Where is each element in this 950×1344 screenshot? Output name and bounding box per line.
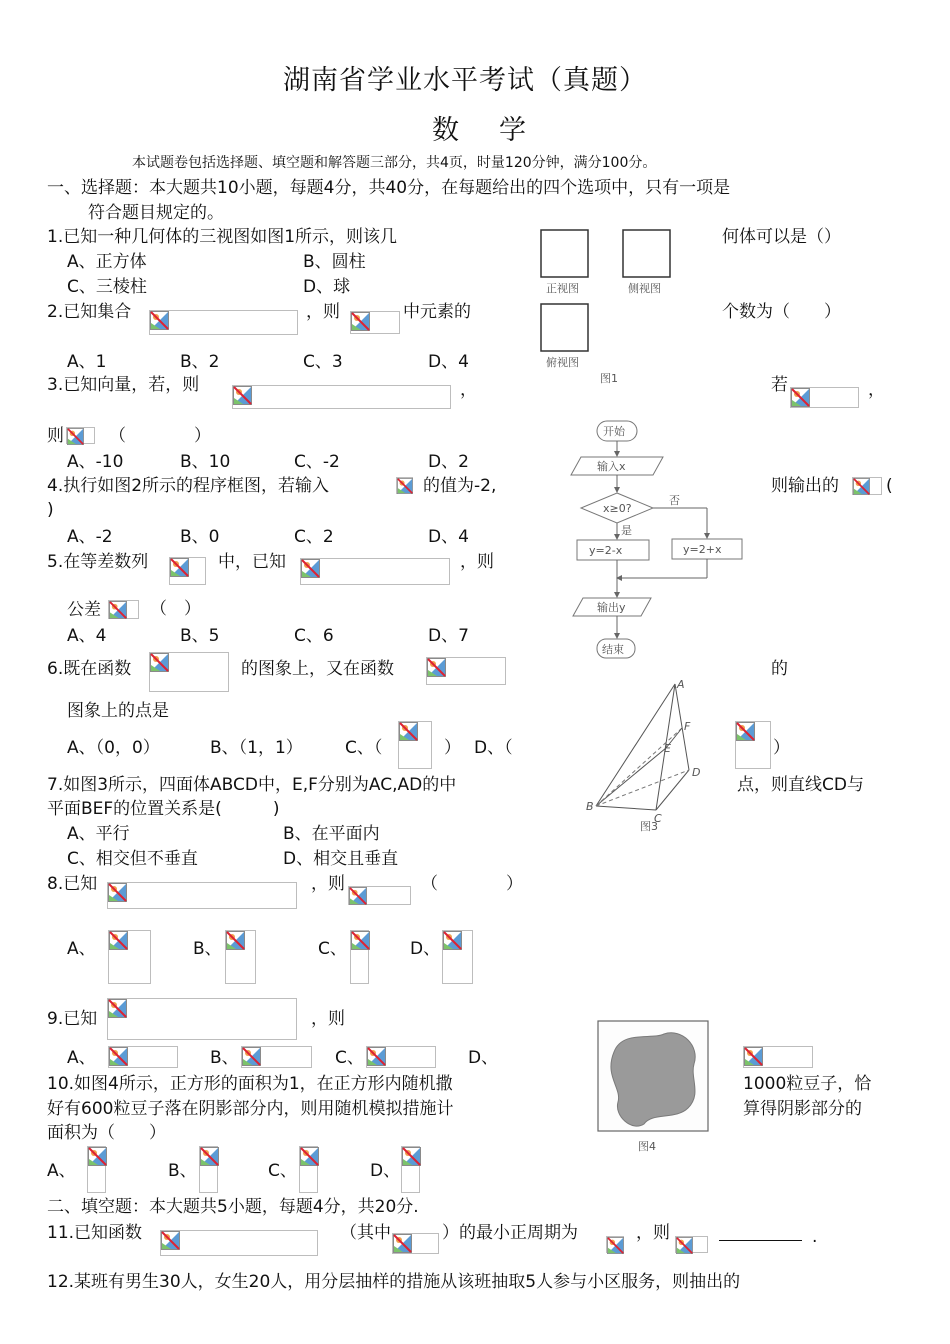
broken-image-icon [676, 1237, 693, 1254]
q1-stem: 1.已知一种几何体的三视图如图1所示，则该几 [47, 227, 398, 247]
formula-image [401, 1146, 420, 1193]
broken-image-icon [367, 1047, 386, 1066]
q9-option-d: D、 [468, 1048, 499, 1068]
q3-option-b: B、10 [180, 452, 231, 472]
q2-stem-a: 2.已知集合 [47, 302, 132, 322]
q11-stem-a: 11.已知函数 [47, 1223, 143, 1243]
q5-stem-c: ，则 [460, 552, 494, 572]
q8-stem-a: 8.已知 [47, 874, 98, 894]
q5-option-d: D、7 [428, 626, 469, 646]
q4-option-c: C、2 [294, 527, 334, 547]
formula-image [108, 600, 139, 619]
q7-stem-tail: 点，则直线CD与 [737, 775, 864, 795]
q10-stem: 10.如图4所示，正方形的面积为1，在正方形内随机撒 [47, 1074, 453, 1094]
q7-stem2: 平面BEF的位置关系是( ) [47, 799, 280, 819]
broken-image-icon [853, 478, 870, 495]
figure-1-three-views [530, 222, 690, 390]
figure-3-caption: 图3 [640, 820, 658, 833]
q12-stem: 12.某班有男生30人，女生20人，用分层抽样的措施从该班抽取5人参与小区服务，则抽出的 [47, 1272, 741, 1292]
q2-option-b: B、2 [180, 352, 220, 372]
q11-end: . [812, 1227, 818, 1247]
q5-stem-b: 中，已知 [218, 552, 286, 572]
broken-image-icon [300, 1147, 319, 1166]
q3-stem-b: ， [460, 380, 477, 400]
broken-image-icon [88, 1147, 107, 1166]
formula-image [299, 1146, 318, 1193]
broken-image-icon [427, 658, 446, 677]
broken-image-icon [170, 558, 189, 577]
section1-heading: 一、选择题：本大题共10小题，每题4分，共40分，在每题给出的四个选项中，只有一项是 [47, 178, 731, 198]
formula-image [107, 998, 297, 1040]
q7-option-d: D、相交且垂直 [283, 849, 399, 869]
broken-image-icon [226, 931, 245, 950]
q7-stem: 7.如图3所示，四面体ABCD中，E,F分别为AC,AD的中 [47, 775, 457, 795]
q8-option-d: D、 [410, 939, 441, 959]
formula-image [852, 477, 882, 495]
broken-image-icon [200, 1147, 219, 1166]
broken-image-icon [397, 478, 413, 494]
formula-image [743, 1046, 813, 1068]
q3-stem-a: 3.已知向量，若，则 [47, 375, 200, 395]
q11-stem-b: （其中 [340, 1223, 391, 1243]
q4-option-a: A、-2 [67, 527, 113, 547]
q5-paren: （ ） [150, 599, 201, 619]
broken-image-icon [399, 722, 418, 741]
flow-input: 输入x [597, 460, 626, 473]
q7-option-a: A、平行 [67, 824, 130, 844]
section1-heading-cont: 符合题目规定的。 [88, 203, 224, 223]
flow-no-expr: y=2+x [683, 543, 722, 556]
q3-stem-tail: 若 [771, 375, 788, 395]
q3-option-a: A、-10 [67, 452, 124, 472]
q5-stem-a: 5.在等差数列 [47, 552, 149, 572]
figure-2-flowchart [545, 412, 760, 670]
top-view-label: 俯视图 [546, 356, 579, 369]
broken-image-icon [351, 312, 370, 331]
formula-image [108, 1046, 178, 1068]
formula-image [232, 385, 451, 409]
broken-image-icon [607, 1237, 624, 1254]
broken-image-icon [349, 887, 367, 905]
broken-image-icon [301, 559, 320, 578]
flow-yes-label: 是 [621, 524, 632, 537]
q10-option-d: D、 [370, 1161, 401, 1181]
q3-stem2: 则 [47, 426, 64, 446]
figure-4-caption: 图4 [638, 1140, 656, 1153]
q5-option-c: C、6 [294, 626, 334, 646]
broken-image-icon [109, 601, 127, 619]
formula-image [66, 427, 95, 444]
q6-option-c-close: ） [444, 738, 461, 758]
q10-option-b: B、 [168, 1161, 197, 1181]
broken-image-icon [108, 999, 127, 1018]
q6-option-c-open: C、（ [345, 738, 383, 758]
flow-no-label: 否 [669, 494, 680, 507]
formula-image [392, 1233, 439, 1254]
q1-option-a: A、正方体 [67, 252, 147, 272]
broken-image-icon [150, 311, 169, 330]
q6-option-a: A、（0，0） [67, 738, 160, 758]
q7-option-b: B、在平面内 [283, 824, 380, 844]
formula-image [87, 1146, 106, 1193]
broken-image-icon [443, 931, 462, 950]
figure-4-square [592, 1016, 716, 1160]
q3-option-d: D、2 [428, 452, 469, 472]
formula-image [199, 1146, 218, 1193]
figure-1-caption: 图1 [600, 372, 618, 385]
formula-image [149, 310, 298, 335]
q6-option-d-close: ） [773, 738, 790, 758]
q3-stem-tail2: ， [868, 380, 885, 400]
q4-stem-a: 4.执行如图2所示的程序框图，若输入 [47, 476, 330, 496]
q9-stem-b: ，则 [311, 1009, 345, 1029]
broken-image-icon [109, 931, 128, 950]
formula-image [790, 387, 859, 408]
vertex-d: D [692, 766, 701, 779]
formula-image [350, 311, 400, 334]
q8-stem-b: ，则 [311, 874, 345, 894]
q10-option-a: A、 [47, 1161, 76, 1181]
broken-image-icon [108, 883, 127, 902]
formula-image [442, 930, 473, 984]
formula-image [225, 930, 256, 984]
vertex-a: A [677, 678, 685, 691]
q11-stem-c: ）的最小正周期为 [442, 1223, 578, 1243]
q7-option-c: C、相交但不垂直 [67, 849, 198, 869]
broken-image-icon [393, 1234, 412, 1253]
q4-stem-b: 的值为-2, [423, 476, 497, 496]
q2-option-d: D、4 [428, 352, 469, 372]
q1-option-b: B、圆柱 [303, 252, 366, 272]
q10-option-c: C、 [268, 1161, 297, 1181]
q9-stem-a: 9.已知 [47, 1009, 98, 1029]
formula-image [107, 882, 297, 909]
q8-paren: （ ） [421, 874, 523, 894]
q4-stem-tail2: ( [886, 476, 893, 496]
q6-stem-tail: 的 [771, 659, 788, 679]
page-title: 湖南省学业水平考试（真题） [283, 65, 647, 96]
front-view-label: 正视图 [546, 282, 579, 295]
q3-paren: （ ） [109, 426, 211, 446]
formula-image [348, 886, 411, 905]
formula-image [108, 930, 151, 984]
exam-note: 本试题卷包括选择题、填空题和解答题三部分，共4页，时量120分钟，满分100分。 [132, 155, 657, 171]
q1-option-c: C、三棱柱 [67, 277, 147, 297]
q9-option-a: A、 [67, 1048, 96, 1068]
formula-image [606, 1236, 624, 1253]
q5-option-a: A、4 [67, 626, 107, 646]
formula-image [426, 657, 506, 685]
flow-end: 结束 [602, 643, 624, 656]
formula-image [169, 557, 206, 585]
q6-option-d-open: D、（ [474, 738, 513, 758]
vertex-b: B [586, 800, 594, 813]
q6-stem2: 图象上的点是 [67, 701, 169, 721]
q4-stem2: ) [47, 500, 54, 520]
q8-option-b: B、 [193, 939, 222, 959]
formula-image [675, 1236, 708, 1253]
q1-stem-tail: 何体可以是（） [722, 227, 841, 247]
subject-title: 数学 [432, 115, 566, 146]
point-e: E [664, 742, 671, 755]
q8-option-c: C、 [318, 939, 347, 959]
formula-image [366, 1046, 436, 1068]
q9-option-b: B、 [210, 1048, 239, 1068]
q2-option-c: C、3 [303, 352, 343, 372]
q3-option-c: C、-2 [294, 452, 340, 472]
formula-image [350, 930, 369, 984]
q4-option-d: D、4 [428, 527, 469, 547]
broken-image-icon [402, 1147, 421, 1166]
broken-image-icon [150, 653, 169, 672]
q1-option-d: D、球 [303, 277, 351, 297]
q10-stem2: 好有600粒豆子落在阴影部分内，则用随机模拟措施计 [47, 1099, 454, 1119]
vertex-c: C [654, 812, 662, 825]
broken-image-icon [67, 428, 84, 445]
flow-output: 输出y [597, 601, 626, 614]
broken-image-icon [242, 1047, 261, 1066]
q6-stem-a: 6.既在函数 [47, 659, 132, 679]
formula-image [160, 1230, 318, 1256]
formula-image [396, 477, 413, 494]
answer-blank[interactable] [719, 1240, 802, 1241]
q8-option-a: A、 [67, 939, 96, 959]
broken-image-icon [109, 1047, 128, 1066]
broken-image-icon [161, 1231, 180, 1250]
broken-image-icon [736, 722, 755, 741]
q4-option-b: B、0 [180, 527, 220, 547]
formula-image [398, 721, 432, 769]
q6-option-b: B、（1，1） [210, 738, 303, 758]
figure-3-tetrahedron [580, 676, 720, 836]
section2-heading: 二、填空题：本大题共5小题，每题4分，共20分. [47, 1197, 419, 1217]
broken-image-icon [351, 931, 370, 950]
q2-stem-c: 中元素的 [403, 302, 471, 322]
flow-yes-expr: y=2-x [589, 544, 623, 557]
q2-stem-tail: 个数为（ ） [722, 302, 841, 322]
broken-image-icon [744, 1047, 763, 1066]
formula-image [735, 721, 771, 769]
q10-stem2-tail: 算得阴影部分的 [743, 1099, 862, 1119]
point-f: F [684, 720, 691, 733]
flow-start: 开始 [603, 425, 625, 438]
q9-option-c: C、 [335, 1048, 364, 1068]
flow-condition: x≥0? [603, 502, 632, 515]
q5-stem2: 公差 [67, 600, 101, 620]
q5-option-b: B、5 [180, 626, 220, 646]
q10-stem3: 面积为（ ） [47, 1123, 166, 1143]
side-view-label: 侧视图 [628, 282, 661, 295]
q4-stem-tail: 则输出的 [771, 476, 839, 496]
q10-stem-tail: 1000粒豆子，恰 [743, 1074, 872, 1094]
q6-stem-b: 的图象上，又在函数 [241, 659, 394, 679]
broken-image-icon [791, 388, 810, 407]
formula-image [149, 652, 229, 692]
q11-stem-d: ，则 [636, 1223, 670, 1243]
formula-image [241, 1046, 312, 1068]
q2-stem-b: ，则 [306, 302, 340, 322]
formula-image [300, 558, 450, 585]
broken-image-icon [233, 386, 252, 405]
q2-option-a: A、1 [67, 352, 107, 372]
